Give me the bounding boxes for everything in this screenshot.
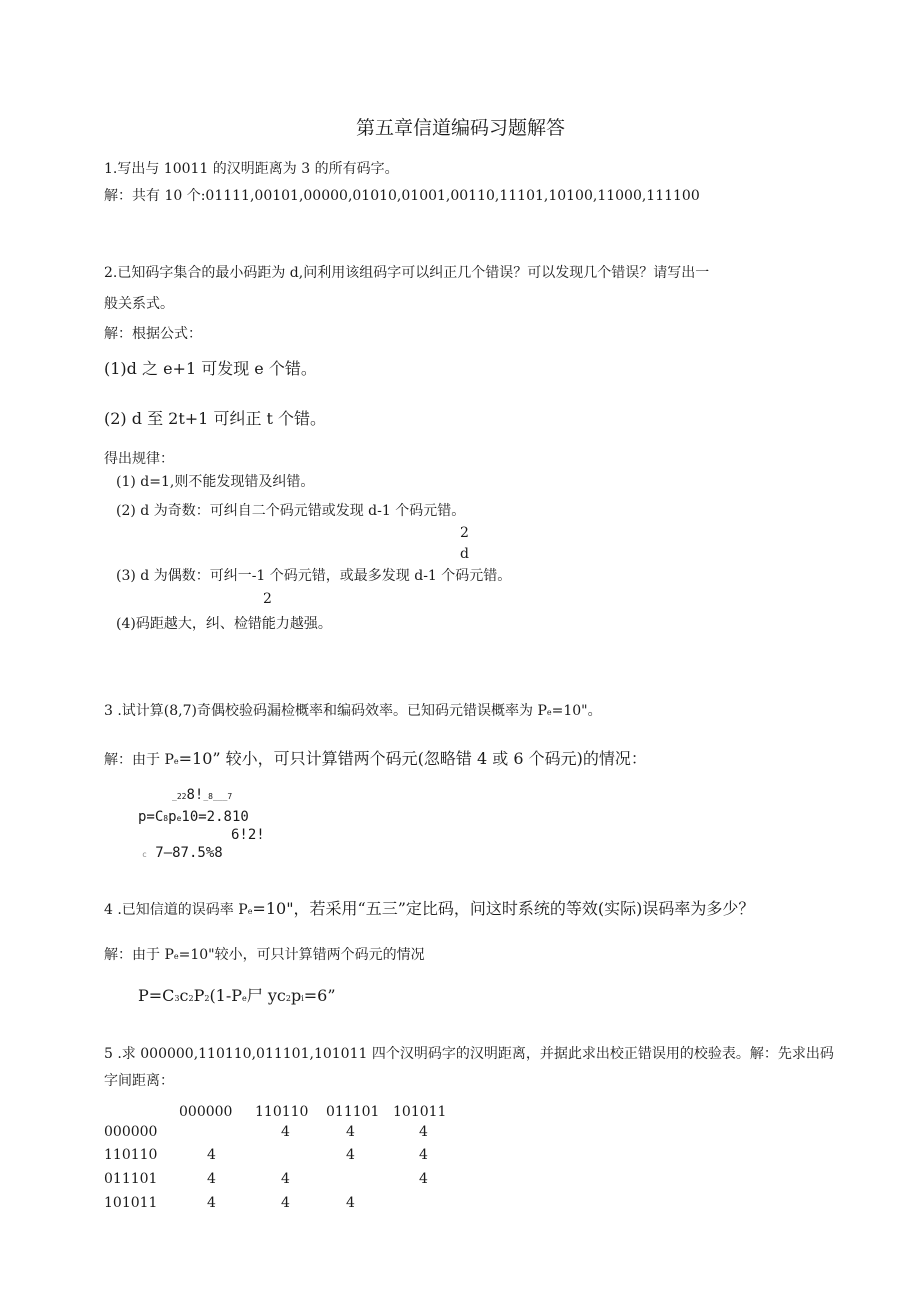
page-title: 第五章信道编码习题解答 xyxy=(356,117,566,139)
table-cell: 4 xyxy=(419,1171,428,1187)
q1-question: 1.写出与 10011 的汉明距离为 3 的所有码字。 xyxy=(104,161,399,177)
table-header-cell: 000000 xyxy=(179,1104,233,1120)
q2-question-line2: 般关系式。 xyxy=(104,296,174,312)
table-cell: 4 xyxy=(346,1124,355,1140)
q2-rule2-fraction-number: 2 xyxy=(460,525,469,541)
table-row-label: 000000 xyxy=(104,1124,158,1140)
q2-rule3: (3) d 为偶数：可纠一-1 个码元错，或最多发现 d-1 个码元错。 xyxy=(116,568,512,584)
q1-answer: 解：共有 10 个:01111,00101,00000,01010,01001,00110,11101,10100,11000,111100 xyxy=(104,188,700,204)
q4-formula: P=C3c2P2(1-Pe尸 yc2pi=6” xyxy=(138,986,336,1005)
q2-rule3-fraction-numerator: d xyxy=(460,546,469,562)
table-header-cell: 110110 xyxy=(255,1104,309,1120)
table-header-cell: 011101 xyxy=(326,1104,380,1120)
q2-answer-intro: 解：根据公式： xyxy=(104,326,202,342)
q3-formula-denominator: 6!2! xyxy=(231,827,265,843)
q3-formula-main: p=C8pe10=2.810 xyxy=(138,809,249,825)
table-cell: 4 xyxy=(346,1147,355,1163)
q2-question-line1: 2.已知码字集合的最小码距为 d,问利用该组码字可以纠正几个错误？可以发现几个错误？请写出一 xyxy=(104,265,710,281)
q3-formula-top: _228!_8___7 xyxy=(172,787,233,803)
table-row-label: 011101 xyxy=(104,1171,158,1187)
q4-question: 4 .已知信道的误码率 Pe=10"，若采用“五三”定比码，问这时系统的等效(实际)误码率为多少？ xyxy=(104,899,755,918)
table-cell: 4 xyxy=(281,1124,290,1140)
table-cell: 4 xyxy=(419,1124,428,1140)
q3-answer: 解：由于 Pe=10” 较小，可只计算错两个码元(忽略错 4 或 6 个码元)的情况： xyxy=(104,749,647,768)
q2-rule1: (1) d=1,则不能发现错及纠错。 xyxy=(116,474,315,490)
q5-question-line1: 5 .求 000000,110110,011101,101011 四个汉明码字的汉明距离，并据此求出校正错误用的校验表。解：先求出码 xyxy=(104,1046,834,1062)
q3-question: 3 .试计算(8,7)奇偶校验码漏检概率和编码效率。已知码元错误概率为 Pe=10"。 xyxy=(104,703,602,719)
table-cell: 4 xyxy=(281,1195,290,1211)
table-cell: 4 xyxy=(207,1171,216,1187)
q2-formula1: (1)d 之 e+1 可发现 e 个错。 xyxy=(104,359,317,378)
q3-formula-efficiency: c 7—87.5%8 xyxy=(142,845,223,861)
q4-answer: 解：由于 Pe=10"较小，可只计算错两个码元的情况 xyxy=(104,947,425,963)
table-cell: 4 xyxy=(207,1147,216,1163)
q2-formula2: (2) d 至 2t+1 可纠正 t 个错。 xyxy=(104,409,327,428)
table-cell: 4 xyxy=(419,1147,428,1163)
table-header-cell: 101011 xyxy=(393,1104,447,1120)
q5-question-line2: 字间距离： xyxy=(104,1073,174,1089)
q2-rule2: (2) d 为奇数：可纠自二个码元错或发现 d-1 个码元错。 xyxy=(116,503,466,519)
table-cell: 4 xyxy=(207,1195,216,1211)
table-cell: 4 xyxy=(281,1171,290,1187)
table-row-label: 110110 xyxy=(104,1147,158,1163)
q2-rules-title: 得出规律： xyxy=(104,451,174,467)
q2-rule3-fraction-denominator: 2 xyxy=(263,591,272,607)
q2-rule4: (4)码距越大，纠、检错能力越强。 xyxy=(116,616,332,632)
table-row-label: 101011 xyxy=(104,1195,158,1211)
table-cell: 4 xyxy=(346,1195,355,1211)
